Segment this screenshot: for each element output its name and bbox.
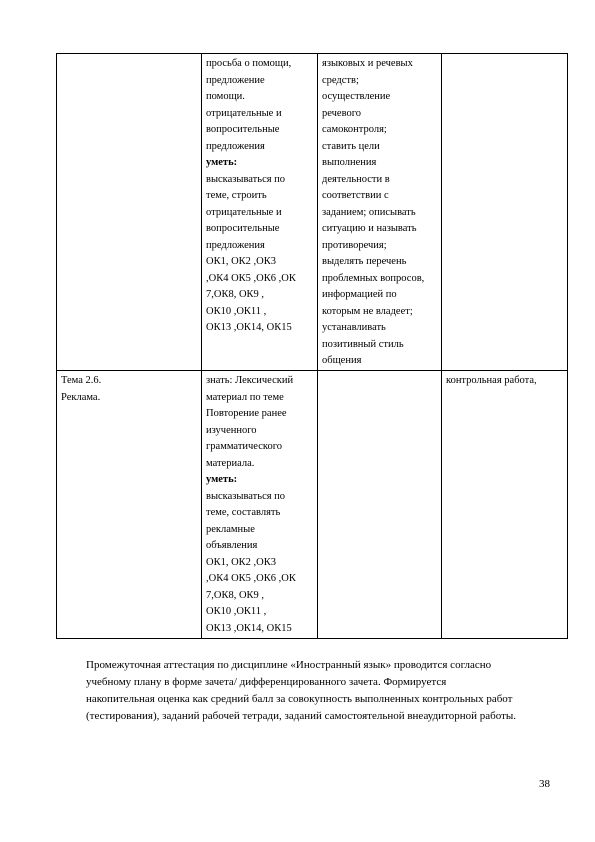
text-line: ,ОК4 ОК5 ,ОК6 ,ОК xyxy=(206,573,296,584)
text-line: Промежуточная аттестация по дисциплине «Иностранный язык» проводится согласно xyxy=(86,659,492,671)
text-line: уметь: xyxy=(206,157,238,168)
text-line: материала. xyxy=(206,457,255,469)
text-line: изученного xyxy=(206,424,257,436)
text-line: материал по теме xyxy=(206,391,284,403)
text-line: высказываться по xyxy=(206,173,286,185)
text-line: контрольная работа, xyxy=(446,375,537,386)
text-line: уметь: xyxy=(206,474,238,485)
text-line: предложения xyxy=(206,239,265,251)
table-cell-activities xyxy=(318,371,442,639)
table-cell-topic xyxy=(57,54,202,371)
page-number: 38 xyxy=(539,778,550,790)
text-line: противоречия; xyxy=(322,239,387,251)
competency-table xyxy=(56,53,568,639)
text-line: вопросительные xyxy=(206,124,280,135)
text-line: ОК10 ,ОК11 , xyxy=(206,606,267,617)
text-line: ОК1, ОК2 ,ОК3 xyxy=(206,256,277,267)
text-line: ОК10 ,ОК11 , xyxy=(206,305,267,317)
text-line: предложения xyxy=(206,140,265,152)
table-row xyxy=(57,371,568,639)
text-line: отрицательные и xyxy=(206,206,282,218)
text-line: (тестирования), заданий рабочей тетради, заданий самостоятельной внеаудиторной работы. xyxy=(86,710,517,722)
text-line: заданием; описывать xyxy=(322,206,416,218)
text-line: просьба о помощи, xyxy=(206,58,292,69)
table-cell-assessment xyxy=(442,54,568,371)
text-line: общения xyxy=(322,355,362,366)
text-line: Тема 2.6. xyxy=(61,375,102,386)
text-line: ОК13 ,ОК14, ОК15 xyxy=(206,322,292,333)
table-cell-activities xyxy=(318,54,442,371)
table-row xyxy=(57,54,568,371)
text-line: теме, составлять xyxy=(206,507,281,518)
text-line: помощи. xyxy=(206,91,245,102)
text-line: осуществление xyxy=(322,91,391,102)
text-line: 7,ОК8, ОК9 , xyxy=(206,289,265,300)
text-line: ставить цели xyxy=(322,140,380,152)
text-line: выполнения xyxy=(322,157,377,168)
text-line: рекламные xyxy=(206,523,255,535)
text-line: ОК13 ,ОК14, ОК15 xyxy=(206,622,292,634)
text-line: устанавливать xyxy=(322,322,386,333)
text-line: накопительная оценка как средний балл за совокупность выполненных контрольных работ xyxy=(86,693,513,705)
assessment-paragraph xyxy=(86,657,556,725)
text-line: проблемных вопросов, xyxy=(322,272,425,284)
text-line: деятельности в xyxy=(322,173,390,185)
text-line: Повторение ранее xyxy=(206,408,287,419)
text-line: знать: Лексический xyxy=(206,375,294,386)
text-line: вопросительные xyxy=(206,223,280,234)
text-line: выделять перечень xyxy=(322,256,407,267)
text-line: соответствии с xyxy=(322,190,389,201)
text-line: высказываться по xyxy=(206,490,286,502)
text-line: информацией по xyxy=(322,289,397,300)
table-cell-knowledge xyxy=(202,371,318,639)
text-line: самоконтроля; xyxy=(322,124,387,135)
text-line: речевого xyxy=(322,107,362,119)
table-cell-assessment xyxy=(442,371,568,639)
text-line: предложение xyxy=(206,74,265,86)
text-line: позитивный стиль xyxy=(322,338,404,350)
table-cell-knowledge xyxy=(202,54,318,371)
text-line: грамматического xyxy=(206,441,283,452)
table-cell-topic xyxy=(57,371,202,639)
text-line: учебному плану в форме зачета/ дифференцированного зачета. Формируется xyxy=(86,676,447,688)
text-line: 7,ОК8, ОК9 , xyxy=(206,589,265,601)
text-line: ОК1, ОК2 ,ОК3 xyxy=(206,556,277,568)
text-line: отрицательные и xyxy=(206,107,282,119)
text-line: ,ОК4 ОК5 ,ОК6 ,ОК xyxy=(206,272,296,284)
text-line: языковых и речевых xyxy=(322,58,413,69)
text-line: средств; xyxy=(322,74,359,86)
text-line: ситуацию и называть xyxy=(322,223,417,234)
text-line: объявления xyxy=(206,540,258,551)
text-line: Реклама. xyxy=(61,391,101,403)
text-line: которым не владеет; xyxy=(322,305,413,317)
text-line: теме, строить xyxy=(206,190,267,201)
